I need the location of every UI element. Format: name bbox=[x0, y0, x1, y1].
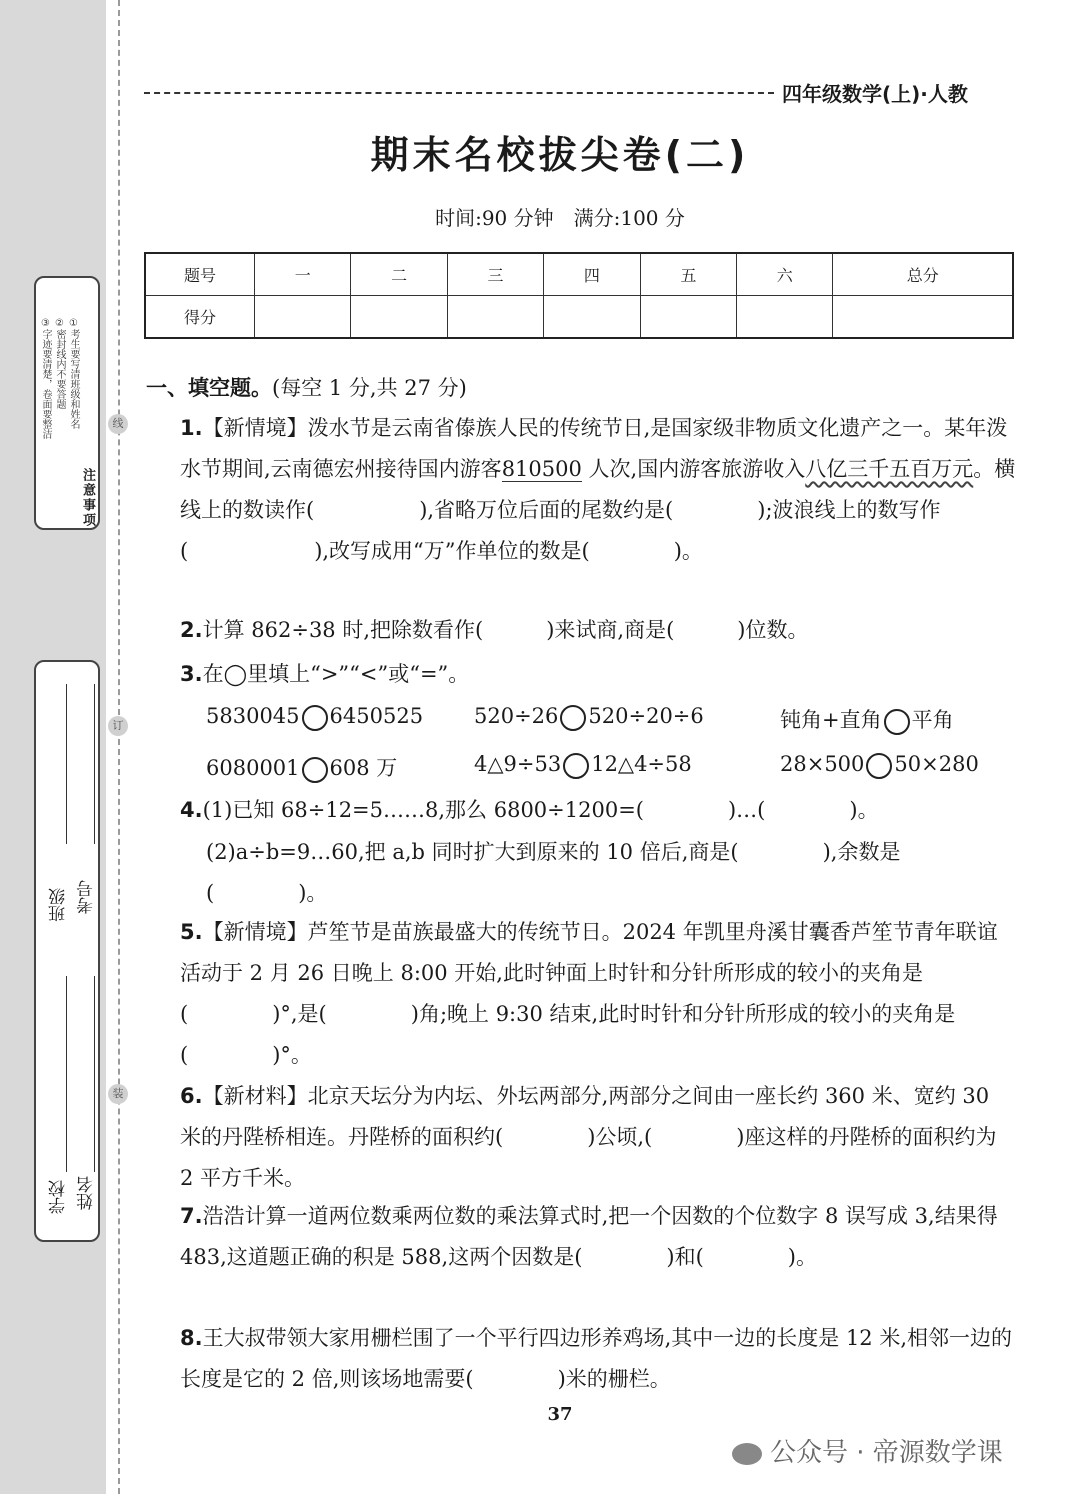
section-note: (每空 1 分,共 27 分) bbox=[272, 376, 467, 400]
question-number: 4. bbox=[180, 798, 203, 822]
table-header-cell: 四 bbox=[544, 253, 640, 296]
class-label: 班级 bbox=[49, 888, 69, 922]
question-text: 在◯里填上“>”“<”或“=”。 bbox=[202, 662, 470, 686]
table-header-cell: 一 bbox=[255, 253, 351, 296]
compare-right: 平角 bbox=[911, 708, 954, 732]
compare-circle[interactable] bbox=[560, 705, 586, 731]
compare-right: 520÷20÷6 bbox=[588, 704, 704, 728]
score-cell[interactable] bbox=[351, 296, 447, 339]
compare-left: 钝角+直角 bbox=[780, 708, 882, 732]
class-line bbox=[66, 684, 67, 844]
student-info-box bbox=[34, 660, 100, 1242]
compare-item bbox=[474, 752, 692, 779]
wechat-icon bbox=[732, 1443, 762, 1465]
wavy-underlined-number: 八亿三千五百万元 bbox=[805, 457, 974, 481]
notice-line: ②密封线内不要答题 bbox=[54, 318, 65, 409]
question-number: 5. bbox=[180, 920, 203, 944]
compare-item bbox=[780, 704, 954, 735]
seal-mark-middle: 订 bbox=[108, 716, 128, 736]
question-text: 芦笙节是苗族最盛大的传统节日。2024 年凯里舟溪甘囊香芦笙节青年联谊活动于 2 月 26 日晚上 8:00 开始,此时钟面上时针和分针所形成的较小的夹角是( )°,是( )角;晚上 9:30 结束,此时时针和分针所形成的较小的夹角是( )°。 bbox=[180, 920, 998, 1067]
question-tag: 【新情境】 bbox=[202, 416, 308, 440]
notice-line: ③字迹要清楚，卷面要整洁 bbox=[40, 318, 51, 439]
compare-item bbox=[780, 752, 979, 779]
question-text: 。横线上的数读作( ),省略万位后面的尾数约是( );波浪线上的数写作( ),改写成用“万”作单位的数是( )。 bbox=[180, 457, 1016, 563]
question-text: (2)a÷b=9…60,把 a,b 同时扩大到原来的 10 倍后,商是( ),余数是( )。 bbox=[206, 840, 901, 905]
score-table bbox=[144, 252, 1014, 339]
notice-title: 注意事项 bbox=[80, 468, 95, 528]
compare-left: 5830045 bbox=[206, 704, 300, 728]
page-title: 期末名校拔尖卷(二) bbox=[370, 133, 750, 177]
compare-item bbox=[206, 752, 397, 783]
name-label: 姓名 bbox=[77, 1176, 97, 1210]
compare-circle[interactable] bbox=[563, 753, 589, 779]
question-4 bbox=[180, 790, 1016, 831]
score-cell[interactable] bbox=[255, 296, 351, 339]
compare-right: 608 万 bbox=[329, 756, 398, 780]
compare-circle[interactable] bbox=[302, 757, 328, 783]
question-text: 泼水节是云南省傣族人民的传统节日,是国家级非物质文化遗产之一。某年泼水节期间,云南德宏州接待国内游客 bbox=[180, 416, 1008, 481]
watermark-text: 公众号 · 帝源数学课 bbox=[770, 1438, 1003, 1468]
question-number: 3. bbox=[180, 662, 203, 686]
compare-right: 12△4÷58 bbox=[591, 752, 692, 776]
score-cell[interactable] bbox=[833, 296, 1013, 339]
compare-item bbox=[206, 704, 423, 731]
section-title: 一、填空题。 bbox=[146, 376, 272, 400]
question-tag: 【新情境】 bbox=[202, 920, 308, 944]
question-7 bbox=[180, 1196, 1016, 1278]
compare-left: 6080001 bbox=[206, 756, 300, 780]
watermark bbox=[732, 1432, 1003, 1469]
question-5 bbox=[180, 912, 1016, 1076]
table-header-cell: 六 bbox=[737, 253, 833, 296]
underlined-number: 810500 bbox=[501, 457, 582, 481]
table-header-cell: 五 bbox=[640, 253, 736, 296]
score-cell[interactable] bbox=[544, 296, 640, 339]
compare-circle[interactable] bbox=[866, 753, 892, 779]
question-text: 人次,国内游客旅游收入 bbox=[581, 457, 806, 481]
seal-mark-top: 线 bbox=[108, 414, 128, 434]
score-cell[interactable] bbox=[737, 296, 833, 339]
question-number: 6. bbox=[180, 1084, 203, 1108]
table-header-cell: 二 bbox=[351, 253, 447, 296]
question-1 bbox=[180, 408, 1016, 572]
question-number: 8. bbox=[180, 1326, 203, 1350]
question-tag: 【新材料】 bbox=[202, 1084, 308, 1108]
compare-left: 4△9÷53 bbox=[474, 752, 562, 776]
grade-subject-tag: 四年级数学(上)·人教 bbox=[782, 82, 968, 106]
section-heading bbox=[146, 372, 467, 402]
page-number: 37 bbox=[547, 1404, 573, 1425]
compare-left: 28×500 bbox=[780, 752, 865, 776]
compare-right: 6450525 bbox=[329, 704, 424, 728]
score-cell[interactable] bbox=[447, 296, 543, 339]
question-text: 浩浩计算一道两位数乘两位数的乘法算式时,把一个因数的个位数字 8 误写成 3,结果得 483,这道题正确的积是 588,这两个因数是( )和( )。 bbox=[180, 1204, 998, 1269]
seal-mark-bottom: 装 bbox=[108, 1084, 128, 1104]
question-number: 1. bbox=[180, 416, 203, 440]
table-header-cell: 题号 bbox=[145, 253, 255, 296]
question-3 bbox=[180, 654, 1016, 695]
question-number: 2. bbox=[180, 618, 203, 642]
question-text: 王大叔带领大家用栅栏围了一个平行四边形养鸡场,其中一边的长度是 12 米,相邻一边的长度是它的 2 倍,则该场地需要( )米的栅栏。 bbox=[180, 1326, 1013, 1391]
notice-line: ①考生要写清班级和姓名 bbox=[68, 318, 79, 429]
question-text: 计算 862÷38 时,把除数看作( )来试商,商是( )位数。 bbox=[202, 618, 809, 642]
compare-circle[interactable] bbox=[302, 705, 328, 731]
school-line bbox=[66, 976, 67, 1172]
compare-left: 520÷26 bbox=[474, 704, 559, 728]
school-label: 学校 bbox=[49, 1180, 69, 1214]
table-header-cell: 总分 bbox=[833, 253, 1013, 296]
table-row bbox=[145, 253, 1013, 296]
compare-right: 50×280 bbox=[894, 752, 979, 776]
table-header-cell: 三 bbox=[447, 253, 543, 296]
question-2 bbox=[180, 610, 1016, 651]
question-text: 北京天坛分为内坛、外坛两部分,两部分之间由一座长约 360 米、宽约 30 米的丹陛桥相连。丹陛桥的面积约( )公顷,( )座这样的丹陛桥的面积约为 2 平方千米。 bbox=[180, 1084, 997, 1190]
question-4-part-2 bbox=[206, 832, 1016, 914]
exam-no-line bbox=[94, 684, 95, 844]
header-dash-line bbox=[144, 92, 774, 94]
question-number: 7. bbox=[180, 1204, 203, 1228]
question-8 bbox=[180, 1318, 1016, 1400]
question-text: (1)已知 68÷12=5……8,那么 6800÷1200=( )…( )。 bbox=[202, 798, 879, 822]
notice-lines bbox=[38, 318, 80, 439]
table-row-label: 得分 bbox=[145, 296, 255, 339]
compare-item bbox=[474, 704, 704, 731]
score-cell[interactable] bbox=[640, 296, 736, 339]
compare-circle[interactable] bbox=[884, 709, 910, 735]
table-row bbox=[145, 296, 1013, 339]
name-line bbox=[94, 976, 95, 1172]
time-score-info: 时间:90 分钟 满分:100 分 bbox=[435, 206, 685, 230]
exam-no-label: 考号 bbox=[77, 880, 97, 914]
question-6 bbox=[180, 1076, 1016, 1199]
